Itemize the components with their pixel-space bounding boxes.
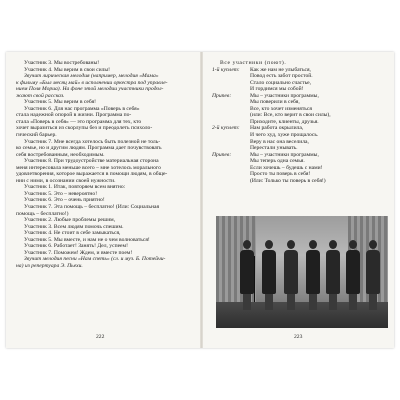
text-line: ко семье, но и другим людям. Программа дает почувствовать (16, 145, 162, 152)
lyric-line: Мы теперь одна семья. (250, 158, 305, 165)
right-page (212, 60, 388, 184)
left-page-number: 222 (96, 334, 105, 340)
lyric-section-label: 1-й куплет: (212, 66, 240, 73)
text-line: Участник 7. Поможем! Ждем, и вместе поем! (24, 249, 133, 256)
text-line: гический барьер. (16, 132, 57, 139)
stage-photo (216, 216, 388, 328)
text-line: жают свой рассказ. (16, 92, 65, 99)
song-lyrics (212, 67, 388, 185)
text-line: помощь – бесплатно!) (16, 210, 69, 217)
text-line: Участник 5. Мы верим в себя! (24, 99, 97, 106)
lyric-line: (Или: Только ты поверь в себя!) (250, 177, 326, 184)
text-line: нии с ними, в осознании своей нужности. (16, 177, 116, 184)
lyric-line: И чего худ, хуже прощалось. (250, 132, 319, 139)
text-line: нием Поля Мориа). На фоне этой мелодии участники продол- (16, 86, 164, 93)
lyric-line: Приходите, клиенты, друзья. (250, 118, 319, 125)
lyric-line: (или: Все, кто верит в свои силы), (250, 112, 331, 119)
text-line: Участник 6. Работает! Занять! Дел, успеем! (24, 243, 128, 250)
text-line: Участник 3. Мы востребованы! (24, 60, 100, 66)
lyric-line: Если хочешь – будешь с нами! (250, 164, 323, 171)
text-line: на) из репертуара Э. Пьехи. (16, 262, 83, 269)
performer (366, 240, 380, 310)
song-header: Все участники (поют). (220, 60, 287, 66)
text-line: Участник 2. Любые проблемы решим, (24, 217, 116, 224)
text-line: Звучит мелодия песни «Нам спеть» (сл. и муз. Б. Потейчи- (24, 256, 166, 263)
text-line: Звучит лирическая мелодия (например, мелодия «Мама» (24, 73, 159, 80)
lyric-line: Перестали унывать. (250, 145, 298, 152)
lyric-line: Мы – участники программы, (250, 151, 319, 158)
performer (326, 240, 340, 310)
text-line: Участник 4. Мы верим в свои силы! (24, 66, 111, 73)
microphone-stand (254, 256, 255, 302)
lyric-line: Стало социально счастье, (250, 79, 312, 86)
performer (240, 240, 254, 310)
lyric-section-label: Припев: (212, 151, 232, 158)
performer (284, 240, 298, 310)
text-line: Участник 8. При трудоустройстве материальная сторона (24, 158, 159, 165)
lyric-line: И гордимся мы собой! (250, 86, 304, 93)
text-line: Участник 5. Это – невероятно! (24, 190, 98, 197)
text-line: Участник 7. Мне всегда хотелось быть полезной не толь- (24, 138, 161, 145)
text-line: себя востребованным, необходимым. (16, 151, 105, 158)
lyric-line: Повод есть забот простой. (250, 73, 313, 80)
performer (262, 240, 276, 310)
book-gutter (200, 52, 203, 348)
text-line: Участник 6. Для нас программа «Поверь в себя» (24, 105, 140, 112)
text-line: меня интересовала меньше всего – мне хотелось морального (16, 164, 161, 171)
text-line: Участник 4. Не стоит в себе замыкаться, (24, 230, 121, 237)
right-page-number: 223 (294, 334, 303, 340)
performer (346, 240, 360, 310)
text-line: хочет выразиться из скорлупы без и преодолеть психоло- (16, 125, 153, 132)
left-page (16, 60, 194, 270)
text-line: удовлетворения, которое выражается в помощи людям, в обще- (16, 171, 168, 178)
lyric-line: Мы поверили в себя, (250, 99, 300, 106)
lyric-line: Как же нам не улыбаться, (250, 66, 311, 73)
text-line: Участник 6. Это – очень приятно! (24, 197, 105, 204)
lyric-row (212, 178, 388, 185)
book-spread (6, 52, 394, 348)
lyric-line: Нам работа окрылила, (250, 125, 304, 132)
lyric-line: Все, кто хочет изменяться (250, 105, 312, 112)
lyric-section-label: 2-й куплет: (212, 125, 240, 132)
text-line: Участник 1. Итак, повторяем всем внятно: (24, 184, 126, 191)
lyric-line: Мы – участники программы, (250, 92, 319, 99)
text-line: стала надежной опорой в жизни. Программа по- (16, 112, 132, 119)
lyric-section-label: Припев: (212, 92, 232, 99)
text-line: Участник 3. Всем людям помочь спешим. (24, 223, 124, 230)
lyric-section-label (212, 178, 250, 185)
text-line: к фильму «Был месяц май» в исполнении оркестра под управле- (16, 79, 168, 86)
performer (306, 240, 320, 310)
text-line: Участник 7. Эта помощь – бесплатно! (Или: Социальная (24, 204, 160, 211)
text-line: стала «Поверь в себя» — это программа для тех, кто (16, 118, 142, 125)
lyric-line: Просто ты поверь в себя! (250, 171, 311, 178)
text-line: Участник 5. Мы вместе, и нам не о чем волноваться! (24, 236, 150, 243)
lyric-line: Веру в нас она веселила, (250, 138, 309, 145)
